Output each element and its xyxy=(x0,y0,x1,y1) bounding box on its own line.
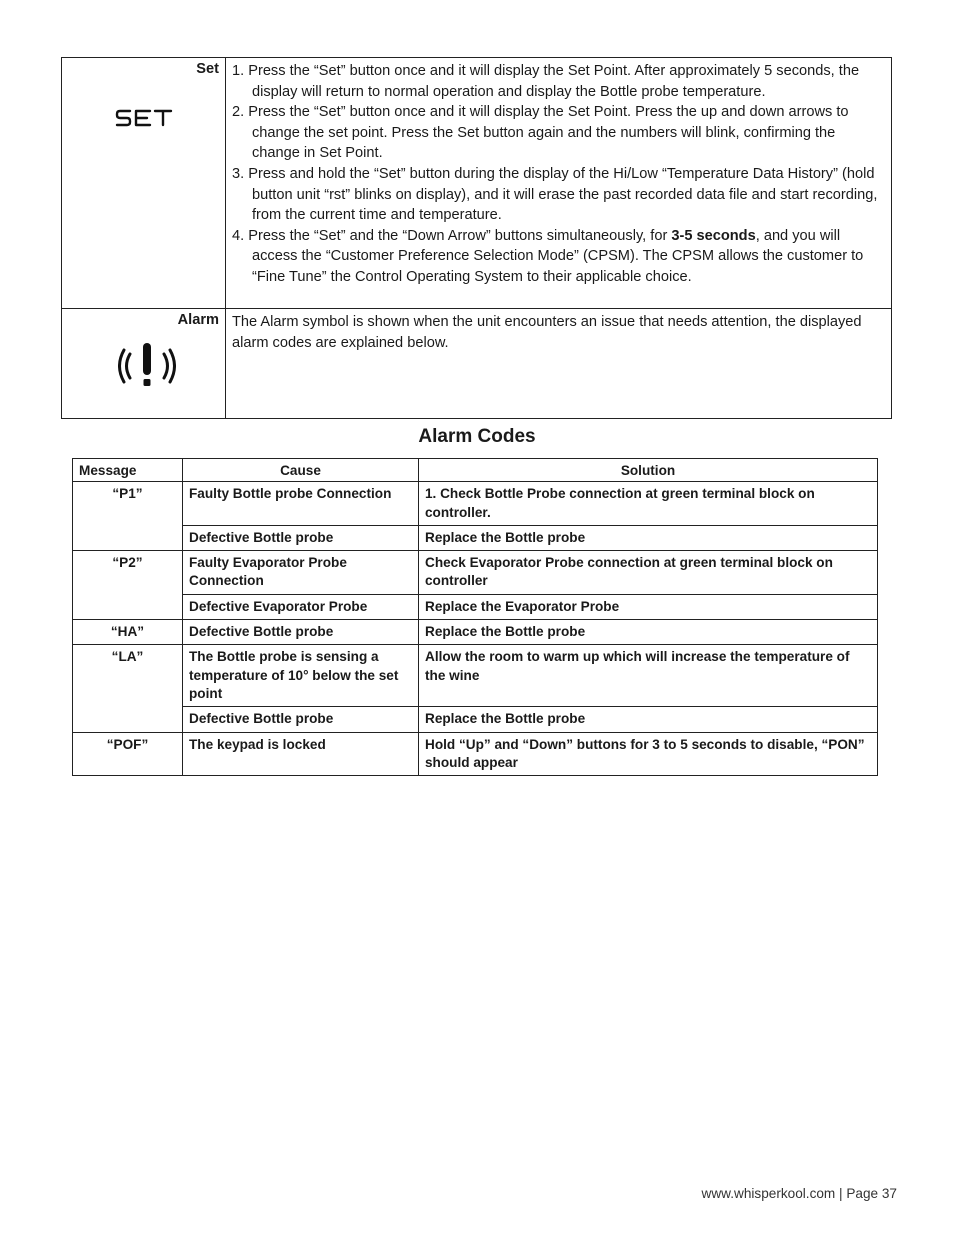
set-step-4 xyxy=(232,226,883,288)
message-cell: “LA” xyxy=(73,645,183,732)
cause-cell: Defective Bottle probe xyxy=(183,620,419,645)
cause-cell: The Bottle probe is sensing a temperature of 10° below the set point xyxy=(183,645,419,707)
set-instructions xyxy=(226,58,892,309)
set-step-3: 3. Press and hold the “Set” button during the display of the Hi/Low “Temperature Data History” (hold button unit “rst” blinks on display), and it will erase the past recorded data file and start recording, from the current time and temperature. xyxy=(232,165,878,224)
cause-cell: Faulty Evaporator Probe Connection xyxy=(183,551,419,595)
solution-cell: 1. Check Bottle Probe connection at green terminal block on controller. xyxy=(419,482,878,526)
set-display-icon xyxy=(115,108,173,128)
header-message: Message xyxy=(73,459,183,482)
header-solution: Solution xyxy=(419,459,878,482)
alarm-codes-title: Alarm Codes xyxy=(418,426,536,447)
set-step-2: 2. Press the “Set” button once and it will display the Set Point. Press the up and down arrows to change the set point. Press the Set button again and the numbers will blink, confirming the change in Set Point. xyxy=(232,104,849,162)
solution-cell: Replace the Evaporator Probe xyxy=(419,594,878,619)
solution-cell: Replace the Bottle probe xyxy=(419,525,878,550)
header-cause: Cause xyxy=(183,459,419,482)
table-row xyxy=(73,620,878,645)
cause-cell: The keypad is locked xyxy=(183,732,419,776)
set-step-4-bold: 3-5 seconds xyxy=(671,227,756,244)
table-row xyxy=(73,551,878,595)
table-row xyxy=(73,594,878,619)
solution-cell: Hold “Up” and “Down” buttons for 3 to 5 seconds to disable, “PON” should appear xyxy=(419,732,878,776)
message-cell: “POF” xyxy=(73,732,183,776)
message-cell: “P2” xyxy=(73,551,183,620)
solution-cell: Check Evaporator Probe connection at green terminal block on controller xyxy=(419,551,878,595)
cause-cell: Faulty Bottle probe Connection xyxy=(183,482,419,526)
alarm-codes-table xyxy=(72,458,878,776)
cause-cell: Defective Bottle probe xyxy=(183,707,419,732)
solution-cell: Replace the Bottle probe xyxy=(419,707,878,732)
table-row xyxy=(73,732,878,776)
set-step-4-after: , and you will access the “Customer Preference Selection Mode” (CPSM). The CPSM allows the customer to “Fine Tune” the Control Operating System to their applicable choice. xyxy=(252,227,864,285)
table-row xyxy=(73,707,878,732)
table-row xyxy=(73,525,878,550)
set-row xyxy=(62,58,892,309)
alarm-description: The Alarm symbol is shown when the unit encounters an issue that needs attention, the displayed alarm codes are explained below. xyxy=(226,309,892,419)
set-steps xyxy=(232,61,883,288)
table-row xyxy=(73,482,878,526)
table-row xyxy=(73,645,878,707)
alarm-row xyxy=(62,309,892,419)
alarm-icon xyxy=(118,343,176,389)
set-step-1: 1. Press the “Set” button once and it will display the Set Point. After approximately 5 seconds, the display will return to normal operation and display the Bottle probe temperature. xyxy=(232,63,860,100)
set-label: Set xyxy=(196,61,219,77)
solution-cell: Replace the Bottle probe xyxy=(419,620,878,645)
table-header-row xyxy=(73,459,878,482)
cause-cell: Defective Bottle probe xyxy=(183,525,419,550)
message-cell: “HA” xyxy=(73,620,183,645)
solution-cell: Allow the room to warm up which will increase the temperature of the wine xyxy=(419,645,878,707)
alarm-cell xyxy=(62,309,226,419)
page-footer: www.whisperkool.com | Page 37 xyxy=(701,1186,897,1201)
cause-cell: Defective Evaporator Probe xyxy=(183,594,419,619)
message-cell: “P1” xyxy=(73,482,183,551)
alarm-label: Alarm xyxy=(177,312,219,328)
set-step-4-before: 4. Press the “Set” and the “Down Arrow” buttons simultaneously, for xyxy=(232,227,672,244)
set-cell xyxy=(62,58,226,309)
controls-table xyxy=(61,57,892,419)
